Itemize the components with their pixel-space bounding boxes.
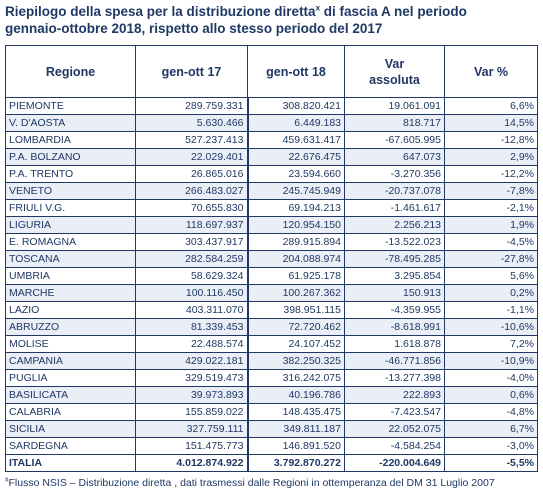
region-cell: VENETO	[6, 183, 136, 200]
var-pct-cell: -27,8%	[445, 251, 538, 268]
var-assoluta-cell: -220.004.649	[345, 455, 445, 472]
gen-ott-17-cell: 4.012.874.922	[136, 455, 248, 472]
table-row	[6, 200, 538, 217]
var-assoluta-cell: -8.618.991	[345, 319, 445, 336]
region-cell: P.A. TRENTO	[6, 166, 136, 183]
title-line-2: gennaio-ottobre 2018, rispetto allo stesso periodo del 2017	[5, 21, 383, 36]
header-gen-ott-18: gen-ott 18	[248, 46, 345, 98]
region-cell: BASILICATA	[6, 387, 136, 404]
table-row	[6, 98, 538, 115]
header-region: Regione	[6, 46, 136, 98]
var-assoluta-cell: -3.270.356	[345, 166, 445, 183]
gen-ott-17-cell: 5.630.466	[136, 115, 248, 132]
var-pct-cell: -10,9%	[445, 353, 538, 370]
var-assoluta-cell: 647.073	[345, 149, 445, 166]
header-row	[6, 46, 538, 98]
var-assoluta-cell: -78.495.285	[345, 251, 445, 268]
var-pct-cell: -7,8%	[445, 183, 538, 200]
gen-ott-17-cell: 22.488.574	[136, 336, 248, 353]
gen-ott-17-cell: 282.584.259	[136, 251, 248, 268]
gen-ott-17-cell: 100.116.450	[136, 285, 248, 302]
var-assoluta-cell: 19.061.091	[345, 98, 445, 115]
gen-ott-17-cell: 303.437.917	[136, 234, 248, 251]
var-assoluta-cell: -20.737.078	[345, 183, 445, 200]
gen-ott-18-cell: 459.631.417	[248, 132, 345, 149]
gen-ott-18-cell: 245.745.949	[248, 183, 345, 200]
region-cell: FRIULI V.G.	[6, 200, 136, 217]
var-pct-cell: -4,0%	[445, 370, 538, 387]
region-cell: UMBRIA	[6, 268, 136, 285]
gen-ott-17-cell: 289.759.331	[136, 98, 248, 115]
title-text-end: di fascia A nel periodo	[320, 4, 467, 19]
total-row	[6, 455, 538, 472]
gen-ott-18-cell: 24.107.452	[248, 336, 345, 353]
var-pct-cell: -3,0%	[445, 438, 538, 455]
table-row	[6, 370, 538, 387]
gen-ott-17-cell: 70.655.830	[136, 200, 248, 217]
footnote-superscript: x	[5, 476, 9, 484]
gen-ott-17-cell: 118.697.937	[136, 217, 248, 234]
header-var-pct: Var %	[445, 46, 538, 98]
table-row	[6, 404, 538, 421]
gen-ott-18-cell: 100.267.362	[248, 285, 345, 302]
gen-ott-18-cell: 398.951.115	[248, 302, 345, 319]
table-body	[6, 98, 538, 472]
table-row	[6, 234, 538, 251]
gen-ott-18-cell: 316.242.075	[248, 370, 345, 387]
var-pct-cell: 1,9%	[445, 217, 538, 234]
var-pct-cell: -12,2%	[445, 166, 538, 183]
var-pct-cell: -4,8%	[445, 404, 538, 421]
gen-ott-18-cell: 204.088.974	[248, 251, 345, 268]
gen-ott-17-cell: 527.237.413	[136, 132, 248, 149]
region-cell: V. D'AOSTA	[6, 115, 136, 132]
var-assoluta-cell: -7.423.547	[345, 404, 445, 421]
region-cell: LOMBARDIA	[6, 132, 136, 149]
var-pct-cell: -4,5%	[445, 234, 538, 251]
table-row	[6, 132, 538, 149]
table-row	[6, 183, 538, 200]
table-row	[6, 149, 538, 166]
table-row	[6, 353, 538, 370]
gen-ott-18-cell: 382.250.325	[248, 353, 345, 370]
table-row	[6, 387, 538, 404]
gen-ott-18-cell: 3.792.870.272	[248, 455, 345, 472]
var-pct-cell: 7,2%	[445, 336, 538, 353]
table-row	[6, 302, 538, 319]
var-assoluta-cell: -4.584.254	[345, 438, 445, 455]
region-cell: PUGLIA	[6, 370, 136, 387]
gen-ott-18-cell: 148.435.475	[248, 404, 345, 421]
gen-ott-18-cell: 72.720.462	[248, 319, 345, 336]
var-assoluta-cell: 22.052.075	[345, 421, 445, 438]
table-row	[6, 115, 538, 132]
title-text: Riepilogo della spesa per la distribuzione diretta	[5, 4, 316, 19]
gen-ott-18-cell: 23.594.660	[248, 166, 345, 183]
var-pct-cell: 14,5%	[445, 115, 538, 132]
gen-ott-17-cell: 329.519.473	[136, 370, 248, 387]
gen-ott-17-cell: 26.865.016	[136, 166, 248, 183]
header-gen-ott-17: gen-ott 17	[136, 46, 248, 98]
gen-ott-18-cell: 40.196.786	[248, 387, 345, 404]
var-assoluta-cell: -13.522.023	[345, 234, 445, 251]
gen-ott-18-cell: 146.891.520	[248, 438, 345, 455]
region-cell: CAMPANIA	[6, 353, 136, 370]
region-cell: MOLISE	[6, 336, 136, 353]
gen-ott-17-cell: 266.483.027	[136, 183, 248, 200]
table-row	[6, 319, 538, 336]
var-assoluta-cell: -46.771.856	[345, 353, 445, 370]
var-pct-cell: -2,1%	[445, 200, 538, 217]
title-line-1	[5, 3, 535, 20]
header-assoluta-label: assoluta	[369, 72, 420, 87]
header-var-assoluta	[345, 46, 445, 98]
gen-ott-18-cell: 289.915.894	[248, 234, 345, 251]
gen-ott-18-cell: 120.954.150	[248, 217, 345, 234]
var-pct-cell: -10,6%	[445, 319, 538, 336]
gen-ott-17-cell: 403.311.070	[136, 302, 248, 319]
gen-ott-17-cell: 151.475.773	[136, 438, 248, 455]
header-var-label: Var	[384, 56, 405, 71]
table-row	[6, 166, 538, 183]
var-pct-cell: 5,6%	[445, 268, 538, 285]
var-assoluta-cell: 1.618.878	[345, 336, 445, 353]
region-cell: LIGURIA	[6, 217, 136, 234]
footnote	[5, 477, 537, 489]
region-cell: ABRUZZO	[6, 319, 136, 336]
var-assoluta-cell: -1.461.617	[345, 200, 445, 217]
gen-ott-17-cell: 58.629.324	[136, 268, 248, 285]
table-row	[6, 268, 538, 285]
table-row	[6, 217, 538, 234]
region-cell: MARCHE	[6, 285, 136, 302]
var-assoluta-cell: 2.256.213	[345, 217, 445, 234]
gen-ott-18-cell: 69.194.213	[248, 200, 345, 217]
region-cell: TOSCANA	[6, 251, 136, 268]
var-assoluta-cell: -13.277.398	[345, 370, 445, 387]
var-assoluta-cell: -67.605.995	[345, 132, 445, 149]
gen-ott-17-cell: 22.029.401	[136, 149, 248, 166]
gen-ott-18-cell: 6.449.183	[248, 115, 345, 132]
region-cell: SARDEGNA	[6, 438, 136, 455]
region-cell: CALABRIA	[6, 404, 136, 421]
var-pct-cell: -5,5%	[445, 455, 538, 472]
table-row	[6, 421, 538, 438]
gen-ott-17-cell: 429.022.181	[136, 353, 248, 370]
var-pct-cell: 0,2%	[445, 285, 538, 302]
gen-ott-18-cell: 349.811.187	[248, 421, 345, 438]
gen-ott-17-cell: 81.339.453	[136, 319, 248, 336]
var-assoluta-cell: 150.913	[345, 285, 445, 302]
var-pct-cell: -1,1%	[445, 302, 538, 319]
var-pct-cell: -12,8%	[445, 132, 538, 149]
table-row	[6, 285, 538, 302]
gen-ott-18-cell: 22.676.475	[248, 149, 345, 166]
table-row	[6, 438, 538, 455]
table-row	[6, 336, 538, 353]
page-title	[5, 3, 535, 37]
region-cell: P.A. BOLZANO	[6, 149, 136, 166]
var-pct-cell: 6,7%	[445, 421, 538, 438]
gen-ott-17-cell: 155.859.022	[136, 404, 248, 421]
region-cell: E. ROMAGNA	[6, 234, 136, 251]
spending-table	[5, 45, 538, 472]
title-superscript: x	[315, 3, 321, 13]
table-row	[6, 251, 538, 268]
gen-ott-17-cell: 39.973.893	[136, 387, 248, 404]
footnote-text: Flusso NSIS – Distribuzione diretta , dati trasmessi dalle Regioni in ottemperanza del DM 31 Luglio 2007	[8, 477, 495, 489]
var-assoluta-cell: 3.295.854	[345, 268, 445, 285]
gen-ott-18-cell: 308.820.421	[248, 98, 345, 115]
var-pct-cell: 6,6%	[445, 98, 538, 115]
region-cell: LAZIO	[6, 302, 136, 319]
var-assoluta-cell: -4.359.955	[345, 302, 445, 319]
region-cell: SICILIA	[6, 421, 136, 438]
var-assoluta-cell: 222.893	[345, 387, 445, 404]
var-assoluta-cell: 818.717	[345, 115, 445, 132]
var-pct-cell: 0,6%	[445, 387, 538, 404]
var-pct-cell: 2,9%	[445, 149, 538, 166]
region-cell: PIEMONTE	[6, 98, 136, 115]
gen-ott-18-cell: 61.925.178	[248, 268, 345, 285]
region-cell: ITALIA	[6, 455, 136, 472]
gen-ott-17-cell: 327.759.111	[136, 421, 248, 438]
